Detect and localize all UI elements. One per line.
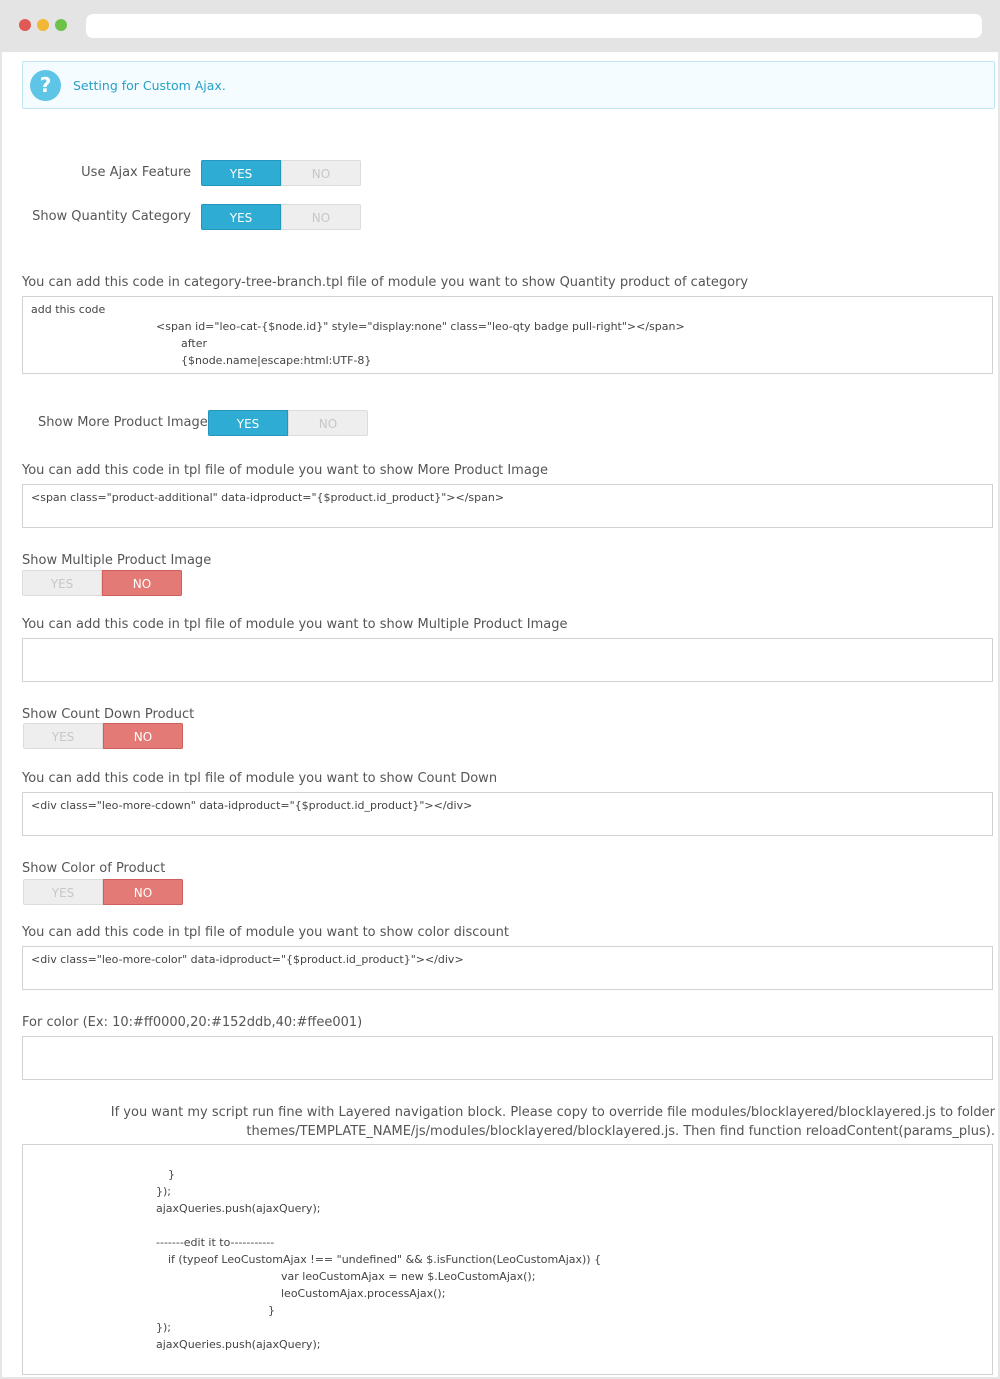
code-line: <span id="leo-cat-{$node.id}" style="display:none" class="leo-qty badge pull-right"></span> xyxy=(156,320,685,333)
show-color-toggle xyxy=(23,879,183,905)
multiple-image-code-textarea[interactable] xyxy=(22,638,993,682)
show-qty-category-no[interactable]: NO xyxy=(281,204,361,230)
for-color-label: For color (Ex: 10:#ff0000,20:#152ddb,40:#ffee001) xyxy=(22,1015,363,1030)
code-line: }); xyxy=(156,1321,171,1334)
countdown-desc: You can add this code in tpl file of module you want to show Count Down xyxy=(22,771,498,786)
show-more-image-yes[interactable]: YES xyxy=(208,410,288,436)
show-countdown-no[interactable]: NO xyxy=(103,723,183,749)
countdown-code-textarea[interactable] xyxy=(22,792,993,836)
code-line: <div class="leo-more-cdown" data-idproduct="{$product.id_product}"></div> xyxy=(31,799,473,812)
use-ajax-yes[interactable]: YES xyxy=(201,160,281,186)
qty-category-code-textarea[interactable] xyxy=(22,296,993,374)
code-line: }); xyxy=(156,1185,171,1198)
show-multiple-image-label: Show Multiple Product Image xyxy=(22,553,212,568)
layered-note-line1: If you want my script run fine with Layered navigation block. Please copy to override file modules/blocklayered/blocklayered.js to folder xyxy=(110,1105,995,1120)
code-line: <div class="leo-more-color" data-idproduct="{$product.id_product}"></div> xyxy=(31,953,464,966)
show-color-no[interactable]: NO xyxy=(103,879,183,905)
code-line: } xyxy=(168,1168,175,1181)
show-qty-category-yes[interactable]: YES xyxy=(201,204,281,230)
show-multiple-image-toggle xyxy=(22,570,182,596)
maximize-window-button[interactable] xyxy=(55,19,67,31)
use-ajax-label: Use Ajax Feature xyxy=(81,165,191,180)
more-image-desc: You can add this code in tpl file of module you want to show More Product Image xyxy=(22,463,549,478)
code-line: -------edit it to----------- xyxy=(156,1236,275,1249)
color-desc: You can add this code in tpl file of module you want to show color discount xyxy=(22,925,509,940)
code-line: } xyxy=(268,1304,275,1317)
multiple-image-desc: You can add this code in tpl file of module you want to show Multiple Product Image xyxy=(22,617,568,632)
layered-code-textarea[interactable] xyxy=(22,1144,993,1375)
show-qty-category-label: Show Quantity Category xyxy=(32,209,191,224)
color-code-textarea[interactable] xyxy=(22,946,993,990)
show-multiple-image-yes[interactable]: YES xyxy=(22,570,102,596)
info-alert xyxy=(22,61,995,109)
for-color-input[interactable] xyxy=(22,1036,993,1080)
show-more-image-no[interactable]: NO xyxy=(288,410,368,436)
qty-category-desc: You can add this code in category-tree-branch.tpl file of module you want to show Quantity product of category xyxy=(22,275,749,290)
code-line: {$node.name|escape:html:UTF-8} xyxy=(181,354,372,367)
show-color-yes[interactable]: YES xyxy=(23,879,103,905)
code-line: ajaxQueries.push(ajaxQuery); xyxy=(156,1202,321,1215)
code-line: after xyxy=(181,337,208,350)
show-qty-category-toggle xyxy=(201,204,361,230)
show-color-label: Show Color of Product xyxy=(22,861,166,876)
show-countdown-label: Show Count Down Product xyxy=(22,707,195,722)
code-line: var leoCustomAjax = new $.LeoCustomAjax(); xyxy=(281,1270,536,1283)
close-window-button[interactable] xyxy=(19,19,31,31)
show-countdown-toggle xyxy=(23,723,183,749)
show-more-image-toggle xyxy=(208,410,368,436)
alert-text: Setting for Custom Ajax. xyxy=(73,78,226,93)
help-icon: ? xyxy=(30,70,61,101)
show-countdown-yes[interactable]: YES xyxy=(23,723,103,749)
code-line: <span class="product-additional" data-idproduct="{$product.id_product}"></span> xyxy=(31,491,505,504)
use-ajax-toggle xyxy=(201,160,361,186)
layered-note-line2: themes/TEMPLATE_NAME/js/modules/blocklayered/blocklayered.js. Then find function reloadContent(params_plus). xyxy=(246,1124,995,1139)
code-line: if (typeof LeoCustomAjax !== "undefined" && $.isFunction(LeoCustomAjax)) { xyxy=(168,1253,602,1266)
browser-titlebar xyxy=(0,0,1000,52)
code-line: add this code xyxy=(31,303,106,316)
use-ajax-no[interactable]: NO xyxy=(281,160,361,186)
minimize-window-button[interactable] xyxy=(37,19,49,31)
address-bar[interactable] xyxy=(86,14,982,38)
show-more-image-label: Show More Product Image xyxy=(38,415,208,430)
show-multiple-image-no[interactable]: NO xyxy=(102,570,182,596)
more-image-code-textarea[interactable] xyxy=(22,484,993,528)
code-line: ajaxQueries.push(ajaxQuery); xyxy=(156,1338,321,1351)
code-line: leoCustomAjax.processAjax(); xyxy=(281,1287,446,1300)
